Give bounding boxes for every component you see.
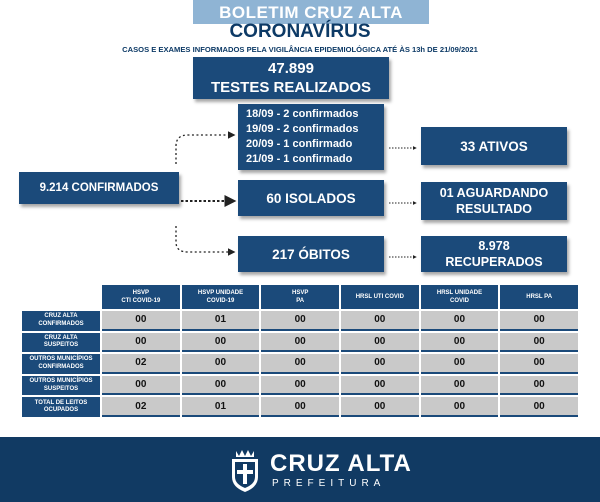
arrow-to-recent: [176, 135, 234, 164]
table-column-header: HRSL UTI COVID: [341, 285, 419, 309]
table-column-header: HSVP CTI COVID-19: [102, 285, 180, 309]
table-cell: 00: [421, 333, 499, 353]
table-cell: 00: [261, 333, 339, 353]
table-cell: 00: [341, 397, 419, 417]
table-corner: [22, 285, 100, 309]
table-cell: 02: [102, 354, 180, 374]
awaiting-line1: 01 AGUARDANDO: [439, 186, 549, 200]
table-column-header: HRSL UNIDADE COVID: [421, 285, 499, 309]
table-cell: 00: [341, 311, 419, 331]
table-cell: 00: [102, 311, 180, 331]
awaiting-line2: RESULTADO: [456, 202, 532, 216]
table-cell: 00: [261, 397, 339, 417]
table-cell: 00: [102, 333, 180, 353]
table-cell: 00: [341, 333, 419, 353]
recent-case-line: 21/09 - 1 confirmado: [246, 153, 353, 165]
confirmed-label: 9.214 CONFIRMADOS: [39, 182, 159, 194]
table-cell: 00: [500, 311, 578, 331]
table-row-header: OUTROS MUNICÍPIOS SUSPEITOS: [22, 376, 100, 396]
table-row-header: CRUZ ALTA CONFIRMADOS: [22, 311, 100, 331]
recovered-value: 8.978: [478, 239, 510, 253]
recent-case-line: 19/09 - 2 confirmados: [246, 123, 359, 135]
crest-icon: [228, 447, 262, 493]
table-cell: 00: [102, 376, 180, 396]
recent-case-line: 18/09 - 2 confirmados: [246, 108, 359, 120]
table-cell: 00: [261, 354, 339, 374]
tests-label: TESTES REALIZADOS: [210, 79, 371, 96]
table-cell: 00: [182, 333, 260, 353]
table-row-header: CRUZ ALTA SUSPEITOS: [22, 333, 100, 353]
table-cell: 00: [182, 354, 260, 374]
tests-value: 47.899: [268, 60, 314, 77]
table-column-header: HSVP UNIDADE COVID-19: [182, 285, 260, 309]
table-cell: 00: [421, 311, 499, 331]
table-cell: 01: [182, 311, 260, 331]
table-cell: 00: [341, 354, 419, 374]
bed-occupancy-table: [22, 285, 578, 417]
recovered-label: RECUPERADOS: [445, 255, 543, 269]
bulletin-info: CASOS E EXAMES INFORMADOS PELA VIGILÂNCIA EPIDEMIOLÓGICA ATÉ ÀS 13h DE 21/09/2021: [122, 45, 478, 54]
bulletin-title: BOLETIM CRUZ ALTA: [193, 0, 429, 24]
isolated-label: 60 ISOLADOS: [266, 190, 356, 206]
table-cell: 00: [500, 397, 578, 417]
table-cell: 02: [102, 397, 180, 417]
arrow-to-deaths: [176, 226, 234, 252]
table-row-header: OUTROS MUNICÍPIOS CONFIRMADOS: [22, 354, 100, 374]
bulletin-subtitle: CORONAVÍRUS: [229, 21, 371, 42]
table-cell: 00: [500, 376, 578, 396]
table-cell: 00: [341, 376, 419, 396]
active-label: 33 ATIVOS: [460, 138, 528, 154]
table-cell: 00: [500, 333, 578, 353]
table-column-header: HRSL PA: [500, 285, 578, 309]
table-cell: 00: [261, 311, 339, 331]
deaths-label: 217 ÓBITOS: [272, 246, 350, 262]
table-cell: 00: [421, 397, 499, 417]
table-cell: 00: [421, 354, 499, 374]
footer-sub: PREFEITURA: [272, 478, 386, 489]
table-column-header: HSVP PA: [261, 285, 339, 309]
table-cell: 00: [182, 376, 260, 396]
table-cell: 00: [261, 376, 339, 396]
table-row-header: TOTAL DE LEITOS OCUPADOS: [22, 397, 100, 417]
footer-brand: CRUZ ALTA: [270, 450, 412, 477]
table-cell: 00: [421, 376, 499, 396]
recent-case-line: 20/09 - 1 confirmado: [246, 138, 353, 150]
table-cell: 01: [182, 397, 260, 417]
table-cell: 00: [500, 354, 578, 374]
